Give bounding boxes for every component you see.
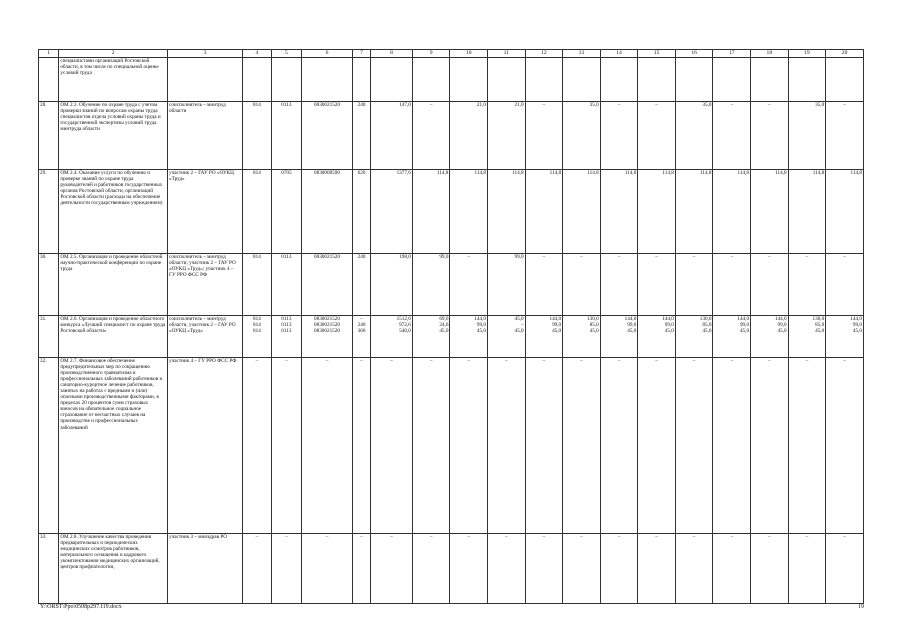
value-cell: 0830021520 (302, 102, 353, 170)
value-cell: 114,8 (600, 170, 638, 254)
value-cell: – (271, 358, 301, 534)
value-cell: – (371, 358, 413, 534)
value-cell: – (352, 534, 370, 604)
value-cell: 144,0 99,0 45,0 (450, 316, 488, 358)
value-cell: 620 (352, 170, 370, 254)
value-cell: – (243, 534, 271, 604)
value-cell: – (271, 534, 301, 604)
value-cell: 99,0 (412, 254, 450, 316)
value-cell: – (371, 534, 413, 604)
value-cell: – 240 360 (352, 316, 370, 358)
column-number-header: 2 (59, 50, 168, 58)
column-number-header: 3 (168, 50, 243, 58)
value-cell: – (826, 534, 864, 604)
value-cell (826, 58, 864, 102)
value-cell (487, 58, 525, 102)
value-cell: – (412, 102, 450, 170)
value-cell: 35,0 (675, 102, 713, 170)
table-row (39, 358, 864, 534)
value-cell: – (675, 358, 713, 534)
value-cell: 814 (243, 254, 271, 316)
value-cell: 144,0 99,0 45,0 (525, 316, 563, 358)
value-cell: 198,0 (371, 254, 413, 316)
value-cell: – (525, 102, 563, 170)
value-cell: – (450, 358, 488, 534)
value-cell: – (302, 358, 353, 534)
value-cell: 35,0 (788, 102, 826, 170)
value-cell: 1512,6 972,6 540,0 (371, 316, 413, 358)
value-cell: – (600, 254, 638, 316)
value-cell: – (638, 254, 676, 316)
value-cell: 114,8 (638, 170, 676, 254)
value-cell (525, 58, 563, 102)
executor-cell: участник 3 – минздрав РО (168, 534, 243, 604)
value-cell: 21,0 (487, 102, 525, 170)
column-number-header: 15 (638, 50, 676, 58)
column-number-header: 17 (713, 50, 751, 58)
row-number-cell (39, 58, 59, 102)
activity-name-cell: ОМ 2.6. Организация и проведение областного конкурса «Лучший специалист по охране труда Ростовской области» (59, 316, 168, 358)
value-cell (271, 58, 301, 102)
value-cell: 35,0 (563, 102, 601, 170)
value-cell: 240 (352, 254, 370, 316)
value-cell: – (600, 102, 638, 170)
executor-cell: соисполнитель – минтруд области (168, 102, 243, 170)
value-cell: 21,0 (450, 102, 488, 170)
executor-cell (168, 58, 243, 102)
value-cell: 45,0 – 45,0 (487, 316, 525, 358)
column-number-header: 16 (675, 50, 713, 58)
value-cell (302, 58, 353, 102)
value-cell: – (826, 102, 864, 170)
value-cell: – (412, 358, 450, 534)
column-number-header: 11 (487, 50, 525, 58)
footer-file-path: Y:\ORST\Ppo\0508p297.f19.docx (40, 604, 122, 610)
column-number-header: 20 (826, 50, 864, 58)
value-cell: – (450, 534, 488, 604)
value-cell: – (713, 534, 751, 604)
value-cell: – (638, 102, 676, 170)
program-table-sheet (38, 49, 864, 604)
table-row (39, 534, 864, 604)
value-cell: 0830021520 (302, 254, 353, 316)
value-cell: 144,0 99,0 45,0 (826, 316, 864, 358)
value-cell: 814 (243, 102, 271, 170)
table-row (39, 316, 864, 358)
value-cell: 144,0 99,0 45,0 (713, 316, 751, 358)
value-cell: 114,8 (487, 170, 525, 254)
table-row (39, 170, 864, 254)
column-number-header: 14 (600, 50, 638, 58)
value-cell: 1377,6 (371, 170, 413, 254)
column-number-header: 18 (751, 50, 789, 58)
column-number-header: 19 (788, 50, 826, 58)
value-cell: – (675, 254, 713, 316)
activity-name-cell: ОМ 2.3. Обучение по охране труда с учетом проверки знаний по вопросам охраны труда специалистов отдела условий охраны труда и государственной экспертизы условий труда минтруда области (59, 102, 168, 170)
value-cell: 114,8 (751, 170, 789, 254)
value-cell: – (751, 254, 789, 316)
column-number-header: 12 (525, 50, 563, 58)
executor-cell: участник 4 – ГУ РРО ФСС РФ (168, 358, 243, 534)
value-cell: 0830021520 0830021520 0830021520 (302, 316, 353, 358)
value-cell: – (638, 534, 676, 604)
value-cell: – (826, 358, 864, 534)
value-cell: 144,0 99,0 45,0 (751, 316, 789, 358)
value-cell: – (788, 534, 826, 604)
value-cell: 99,0 (487, 254, 525, 316)
value-cell: 147,0 (371, 102, 413, 170)
value-cell: – (713, 102, 751, 170)
column-number-header: 13 (563, 50, 601, 58)
executor-cell: участник 2 – ГАУ РО «ОУКЦ «Труд» (168, 170, 243, 254)
value-cell: – (638, 358, 676, 534)
value-cell (638, 58, 676, 102)
value-cell: – (826, 254, 864, 316)
executor-cell: соисполнитель – минтруд области, участник 2 – ГАУ РО «ОУКЦ «Труд» (168, 316, 243, 358)
column-number-header: 8 (371, 50, 413, 58)
row-number-cell: 33. (39, 534, 59, 604)
value-cell (788, 58, 826, 102)
value-cell: 114,8 (675, 170, 713, 254)
value-cell (751, 58, 789, 102)
value-cell: 814 814 814 (243, 316, 271, 358)
header-row (39, 50, 864, 58)
value-cell: 144,0 99,0 45,0 (600, 316, 638, 358)
row-number-cell: 32. (39, 358, 59, 534)
value-cell: 114,8 (563, 170, 601, 254)
value-cell (412, 58, 450, 102)
value-cell: – (302, 534, 353, 604)
value-cell: 114,8 (450, 170, 488, 254)
value-cell: 114,8 (412, 170, 450, 254)
column-number-header: 5 (271, 50, 301, 58)
footer-page-number: 19 (858, 604, 864, 610)
program-activities-table (38, 49, 864, 604)
value-cell: – (525, 358, 563, 534)
value-cell: 0830000590 (302, 170, 353, 254)
value-cell (675, 58, 713, 102)
value-cell: – (352, 358, 370, 534)
value-cell: – (243, 358, 271, 534)
value-cell: – (450, 254, 488, 316)
column-number-header: 6 (302, 50, 353, 58)
executor-cell: соисполнитель – минтруд области; участник 2 – ГАУ РО «ОУКЦ «Труд»; участник 4 – ГУ РРО ФСС РФ (168, 254, 243, 316)
value-cell (352, 58, 370, 102)
value-cell: 114,8 (713, 170, 751, 254)
column-number-header: 1 (39, 50, 59, 58)
row-number-cell: 28. (39, 102, 59, 170)
value-cell: 240 (352, 102, 370, 170)
value-cell: 0113 0113 0113 (271, 316, 301, 358)
value-cell (563, 58, 601, 102)
activity-name-cell: ОМ 2.4. Оказание услуги по обучению и проверке знаний по охране труда руководителей и работников государственных органов Ростовской области, организаций Ростовской области (расходы на обеспечение деятельности государственным учреждением) (59, 170, 168, 254)
value-cell: – (751, 358, 789, 534)
value-cell: – (563, 534, 601, 604)
value-cell (243, 58, 271, 102)
value-cell: – (713, 254, 751, 316)
value-cell: 114,8 (788, 170, 826, 254)
table-row (39, 254, 864, 316)
value-cell: – (713, 358, 751, 534)
table-row (39, 102, 864, 170)
column-number-header: 7 (352, 50, 370, 58)
value-cell: 814 (243, 170, 271, 254)
value-cell: 0705 (271, 170, 301, 254)
value-cell: – (563, 254, 601, 316)
value-cell: 130,0 85,0 45,0 (563, 316, 601, 358)
activity-name-cell: ОМ 2.7. Финансовое обеспечение предупредительных мер по сокращению производственного травматизма и профессиональных заболеваний работников и санаторно-курортное лечение работников, занятых на работах с вредными и (или) опасными производственными факторами, в пределах 20 процентов сумм страховых взносов на обязательное социальное страхование от несчастных случаев на производстве и профессиональных заболеваний (59, 358, 168, 534)
value-cell: 130,0 85,0 45,0 (788, 316, 826, 358)
value-cell: 144,0 99,0 45,0 (638, 316, 676, 358)
activity-name-cell: ОМ 2.8. Улучшение качества проведения предварительных и периодических медицинских осмотров работников, материального оснащения и кадрового укомплектования медицинских организаций, центров профпатологии, (59, 534, 168, 604)
value-cell: – (788, 254, 826, 316)
value-cell: – (563, 358, 601, 534)
value-cell: – (600, 358, 638, 534)
value-cell: 0113 (271, 102, 301, 170)
value-cell (600, 58, 638, 102)
row-number-cell: 29. (39, 170, 59, 254)
table-row (39, 58, 864, 102)
row-number-cell: 30. (39, 254, 59, 316)
value-cell: – (788, 358, 826, 534)
value-cell (450, 58, 488, 102)
value-cell: – (675, 534, 713, 604)
activity-name-cell: ОМ 2.5. Организация и проведение областной научно-практической конференции по охране труда (59, 254, 168, 316)
row-number-cell: 31. (39, 316, 59, 358)
activity-name-cell: специалистами организаций Ростовской области, в том числе по специальной оценке условий труда (59, 58, 168, 102)
column-number-header: 10 (450, 50, 488, 58)
value-cell: – (412, 534, 450, 604)
value-cell: 114,8 (525, 170, 563, 254)
column-number-header: 4 (243, 50, 271, 58)
value-cell: 114,8 (826, 170, 864, 254)
value-cell (371, 58, 413, 102)
value-cell (713, 58, 751, 102)
value-cell: 130,0 85,0 45,0 (675, 316, 713, 358)
value-cell: – (525, 534, 563, 604)
column-number-header: 9 (412, 50, 450, 58)
value-cell: – (487, 534, 525, 604)
value-cell: 0113 (271, 254, 301, 316)
value-cell: – (751, 102, 789, 170)
value-cell: – (487, 358, 525, 534)
value-cell: – (751, 534, 789, 604)
value-cell: – (600, 534, 638, 604)
value-cell: 69,6 24,6 45,0 (412, 316, 450, 358)
value-cell: – (525, 254, 563, 316)
